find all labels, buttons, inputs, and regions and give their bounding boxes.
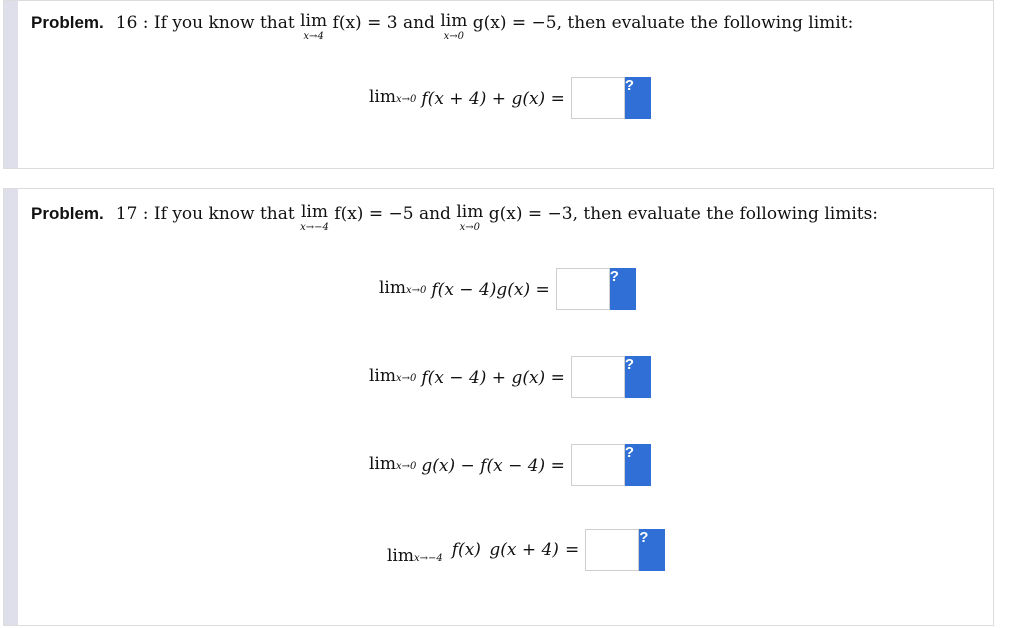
problem-label: Problem. (31, 204, 104, 223)
statement-intro: If you know that (153, 204, 295, 224)
lim-subscript: x→0 (459, 222, 481, 233)
lim-subscript: x→0 (396, 373, 417, 384)
given-limit-f (300, 13, 327, 42)
problem-17-card (3, 188, 994, 626)
lim-word: lim (440, 11, 468, 31)
lim-word: lim (301, 202, 328, 222)
problem-number: 16 : (115, 13, 149, 33)
statement-intro: If you know that (153, 13, 295, 33)
part-expression: f(x + 4) + g(x) = (421, 89, 565, 109)
given-g-value: g(x) = −5, (472, 13, 562, 33)
given-g-value: g(x) = −3, (488, 204, 578, 224)
help-button[interactable]: ? (625, 356, 651, 398)
answer-input[interactable] (571, 444, 625, 486)
answer-input[interactable] (556, 268, 610, 310)
answer-input[interactable] (571, 77, 625, 119)
answer-input[interactable] (585, 529, 639, 571)
lim-word: lim (379, 278, 406, 298)
problem-side-bar (4, 1, 18, 168)
given-limit-g (456, 204, 483, 233)
part-limit (369, 368, 416, 385)
given-f-value: f(x) = 3 (332, 13, 398, 33)
lim-subscript: x→4 (303, 31, 324, 42)
part-row (369, 77, 651, 119)
answer-input[interactable] (571, 356, 625, 398)
part-limit (379, 280, 426, 297)
problem-number: 17 : (115, 204, 149, 224)
lim-word: lim (369, 454, 396, 474)
help-button[interactable]: ? (625, 444, 651, 486)
fraction-denominator: g(x + 4) (489, 540, 559, 560)
lim-word: lim (369, 366, 396, 386)
part-row (369, 356, 651, 398)
and-word: and (418, 204, 451, 224)
given-limit-f (300, 204, 329, 233)
part-row (379, 268, 636, 310)
problem-statement (31, 204, 878, 233)
part-row (369, 444, 651, 486)
problem-statement (31, 13, 853, 42)
statement-outro: then evaluate the following limit: (567, 13, 854, 33)
lim-subscript: x→−4 (414, 552, 443, 564)
part-limit (387, 545, 443, 566)
help-button[interactable]: ? (639, 529, 665, 571)
part-limit (369, 456, 416, 473)
and-word: and (402, 13, 435, 33)
fraction-numerator: f(x) (451, 540, 481, 560)
lim-word: lim (300, 11, 328, 31)
part-row (387, 529, 665, 571)
help-button[interactable]: ? (625, 77, 651, 119)
lim-subscript: x→0 (443, 31, 465, 42)
problem-side-bar (4, 189, 18, 625)
statement-outro: then evaluate the following limits: (583, 204, 879, 224)
lim-word: lim (387, 545, 414, 566)
lim-word: lim (456, 202, 484, 222)
given-f-value: f(x) = −5 (334, 204, 414, 224)
help-button[interactable]: ? (610, 268, 636, 310)
lim-word: lim (369, 87, 396, 107)
part-expression: f(x − 4) + g(x) = (421, 368, 565, 388)
part-expression: g(x) − f(x − 4) = (421, 456, 565, 476)
problem-label: Problem. (31, 13, 104, 32)
limit-fraction (449, 540, 559, 560)
lim-subscript: x→−4 (300, 222, 329, 233)
part-expression: f(x − 4)g(x) = (431, 280, 550, 300)
lim-subscript: x→0 (406, 285, 427, 296)
problem-16-card (3, 0, 994, 169)
lim-subscript: x→0 (396, 94, 417, 105)
lim-subscript: x→0 (396, 461, 417, 472)
part-limit (369, 89, 416, 106)
equals-sign: = (564, 540, 580, 560)
given-limit-g (440, 13, 467, 42)
